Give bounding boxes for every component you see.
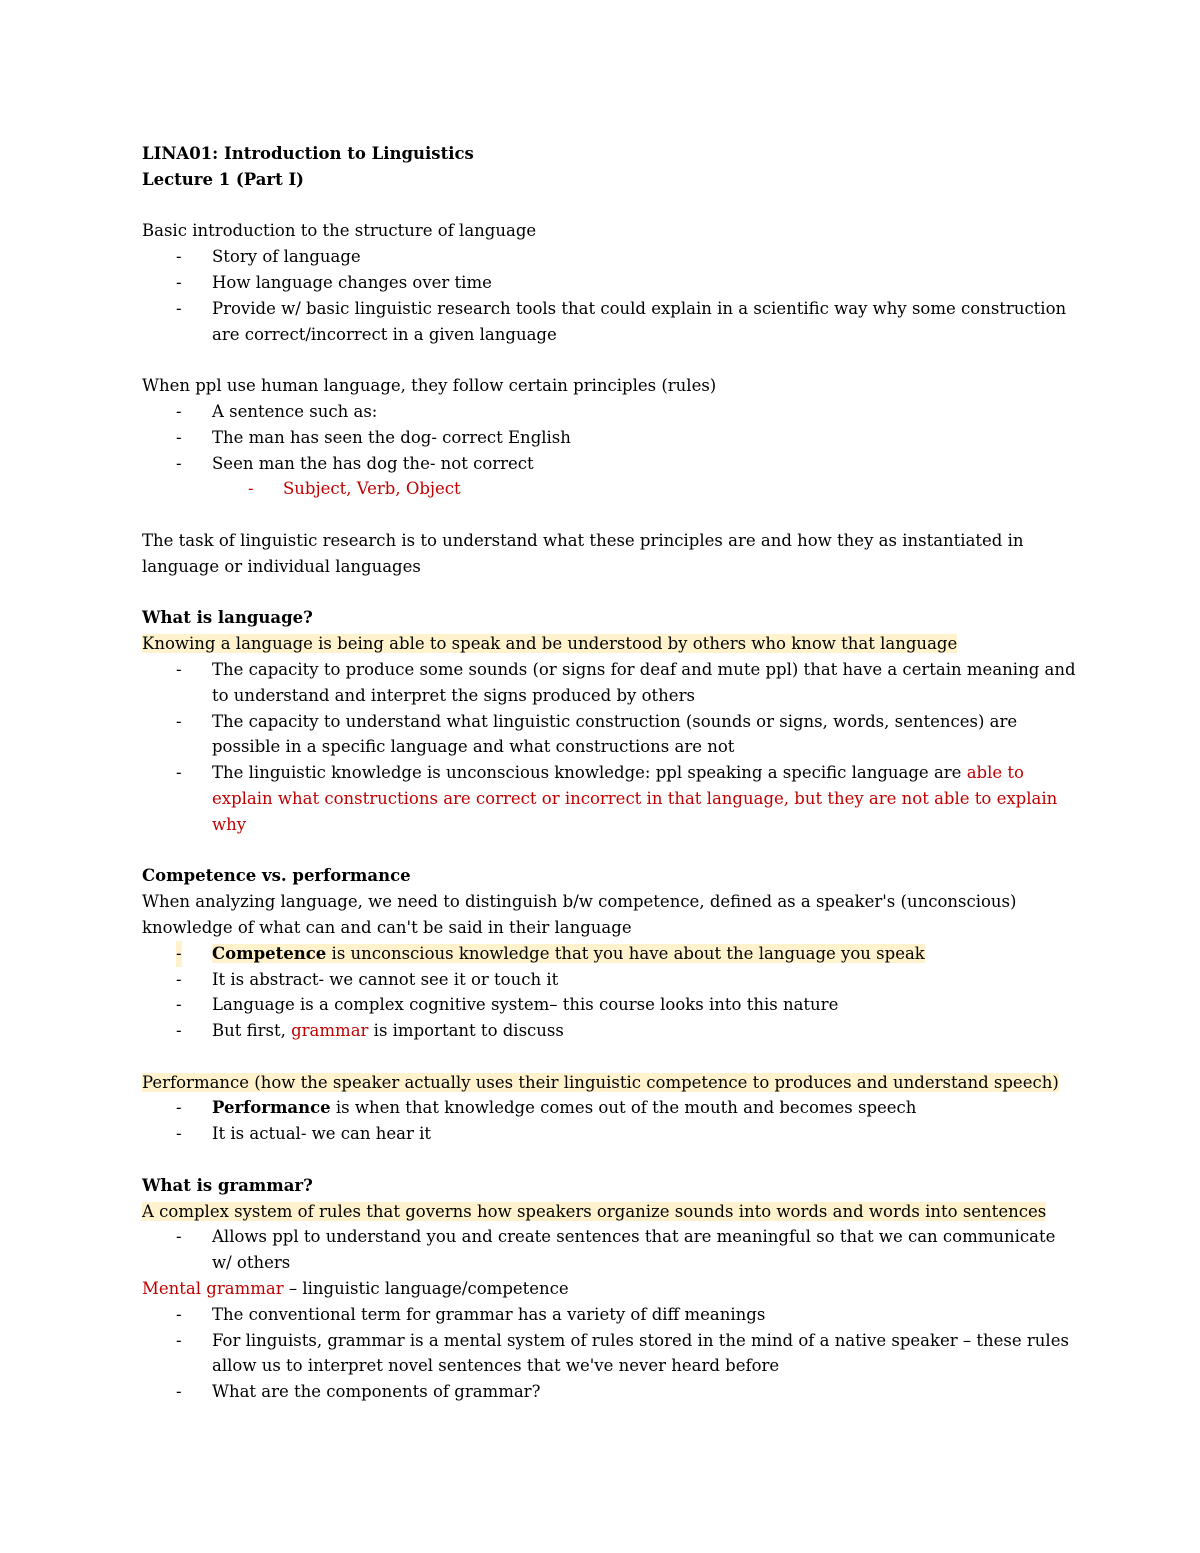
section-principles: When ppl use human language, they follow certain principles (rules) <box>142 376 717 396</box>
list-item-continuation: why <box>212 814 247 834</box>
heading-competence-performance: Competence vs. performance <box>142 866 411 886</box>
list-item-text: Seen man the has dog the- not correct <box>212 453 534 473</box>
list-item <box>142 425 1062 451</box>
red-emphasis: able to <box>966 763 1024 783</box>
mental-grammar-line <box>142 1276 1062 1302</box>
list-item-text: The capacity to understand what linguistic construction (sounds or signs, words, sentences) are <box>212 711 1018 731</box>
list-item <box>142 399 1062 425</box>
list-item <box>142 992 1062 1018</box>
spacer <box>142 1147 1062 1173</box>
document-page <box>142 141 1076 1405</box>
list-item-highlighted <box>142 941 1062 967</box>
list-item <box>142 1224 1062 1250</box>
bold-term: Competence <box>212 943 327 963</box>
list-item-text: But first, <box>212 1021 292 1041</box>
document-subtitle: Lecture 1 (Part I) <box>142 169 304 189</box>
highlight-text: A complex system of rules that governs how speakers organize sounds into words and words into sentences <box>142 1201 1047 1221</box>
list-item-text: What are the components of grammar? <box>212 1382 541 1402</box>
list-item-text: The linguistic knowledge is unconscious knowledge: ppl speaking a specific language are <box>212 763 967 783</box>
spacer <box>142 193 1062 219</box>
list-item-continuation: to understand and interpret the signs produced by others <box>212 685 695 705</box>
list-item <box>142 451 1062 477</box>
dash-bullet: - <box>176 711 182 731</box>
list-item-text: is unconscious knowledge that you have about the language you speak <box>326 943 925 963</box>
dash-bullet: - <box>176 969 182 989</box>
dash-bullet: - <box>176 659 182 679</box>
list-item <box>142 1018 1062 1044</box>
highlight-text: Knowing a language is being able to speak and be understood by others who know that language <box>142 634 958 654</box>
list-item-text: How language changes over time <box>212 272 492 292</box>
red-emphasis: grammar <box>291 1021 369 1041</box>
list-item-continuation: w/ others <box>212 1253 291 1273</box>
section-intro-structure: Basic introduction to the structure of language <box>142 221 537 241</box>
paragraph-text: – linguistic language/competence <box>283 1279 569 1299</box>
list-item-continuation: allow us to interpret novel sentences that we've never heard before <box>212 1356 780 1376</box>
paragraph-line: When analyzing language, we need to distinguish b/w competence, defined as a speaker's (unconscious) <box>142 892 1017 912</box>
dash-bullet: - <box>176 1382 182 1402</box>
list-item-text: The man has seen the dog- correct English <box>212 427 571 447</box>
dash-bullet: - <box>176 1227 182 1247</box>
list-item <box>142 657 1076 683</box>
list-item <box>142 1095 1062 1121</box>
list-item-text: The conventional term for grammar has a variety of diff meanings <box>212 1304 766 1324</box>
list-item-text: is when that knowledge comes out of the mouth and becomes speech <box>330 1098 917 1118</box>
list-item-text: A sentence such as: <box>212 401 378 421</box>
dash-bullet: - <box>248 479 254 499</box>
dash-bullet: - <box>176 763 182 783</box>
sub-list-item <box>142 476 1062 502</box>
list-item <box>142 1379 1062 1405</box>
dash-bullet: - <box>176 1021 182 1041</box>
dash-bullet: - <box>176 1304 182 1324</box>
document-title: LINA01: Introduction to Linguistics <box>142 144 474 163</box>
list-item-continuation: explain what constructions are correct or incorrect in that language, but they are not able to explain <box>212 788 1058 808</box>
paragraph-line: The task of linguistic research is to understand what these principles are and how they as instantiated in <box>142 530 1024 550</box>
highlight-wrap <box>176 943 925 963</box>
heading-what-is-language: What is language? <box>142 608 313 628</box>
dash-bullet: - <box>176 401 182 421</box>
dash-bullet: - <box>176 1098 182 1118</box>
list-item <box>142 1121 1062 1147</box>
list-item-text: It is abstract- we cannot see it or touch it <box>212 969 559 989</box>
highlight-text: Performance (how the speaker actually uses their linguistic competence to produces and understand speech) <box>142 1072 1059 1092</box>
dash-bullet: - <box>176 272 182 292</box>
red-emphasis: Mental grammar <box>142 1279 284 1299</box>
list-item <box>142 1302 1062 1328</box>
list-item-continuation: are correct/incorrect in a given language <box>212 324 557 344</box>
dash-bullet: - <box>176 1124 182 1144</box>
dash-bullet: - <box>176 247 182 267</box>
list-item-text: For linguists, grammar is a mental system of rules stored in the mind of a native speaker – these rules <box>212 1330 1069 1350</box>
bold-term: Performance <box>212 1098 331 1118</box>
dash-bullet: - <box>176 941 182 967</box>
spacer <box>142 838 1062 864</box>
spacer <box>142 580 1062 606</box>
list-item-text: It is actual- we can hear it <box>212 1124 432 1144</box>
heading-what-is-grammar: What is grammar? <box>142 1175 313 1195</box>
list-item <box>142 967 1062 993</box>
list-item-text: The capacity to produce some sounds (or signs for deaf and mute ppl) that have a certain meaning and <box>212 659 1076 679</box>
paragraph-line: knowledge of what can and can't be said in their language <box>142 917 632 937</box>
spacer <box>142 502 1062 528</box>
list-item-text: Allows ppl to understand you and create sentences that are meaningful so that we can communicate <box>212 1227 1056 1247</box>
dash-bullet: - <box>176 995 182 1015</box>
list-item-continuation: possible in a specific language and what constructions are not <box>212 737 735 757</box>
dash-bullet: - <box>176 1330 182 1350</box>
dash-bullet: - <box>176 453 182 473</box>
list-item <box>142 244 1062 270</box>
list-item <box>142 760 1062 786</box>
highlighted-definition <box>142 1070 1062 1096</box>
list-item-text: Language is a complex cognitive system– this course looks into this nature <box>212 995 839 1015</box>
list-item <box>142 270 1062 296</box>
highlighted-definition <box>142 631 1062 657</box>
list-item-text: Subject, Verb, Object <box>283 479 461 499</box>
spacer <box>142 347 1062 373</box>
paragraph-line: language or individual languages <box>142 556 421 576</box>
list-item <box>142 709 1062 735</box>
highlighted-definition <box>142 1199 1062 1225</box>
spacer <box>142 1044 1062 1070</box>
list-item-text: is important to discuss <box>368 1021 564 1041</box>
list-item <box>142 296 1067 322</box>
list-item <box>142 1328 1069 1354</box>
dash-bullet: - <box>176 427 182 447</box>
list-item-text: Story of language <box>212 247 361 267</box>
list-item-text: Provide w/ basic linguistic research tools that could explain in a scientific way why some construction <box>212 298 1067 318</box>
dash-bullet: - <box>176 298 182 318</box>
